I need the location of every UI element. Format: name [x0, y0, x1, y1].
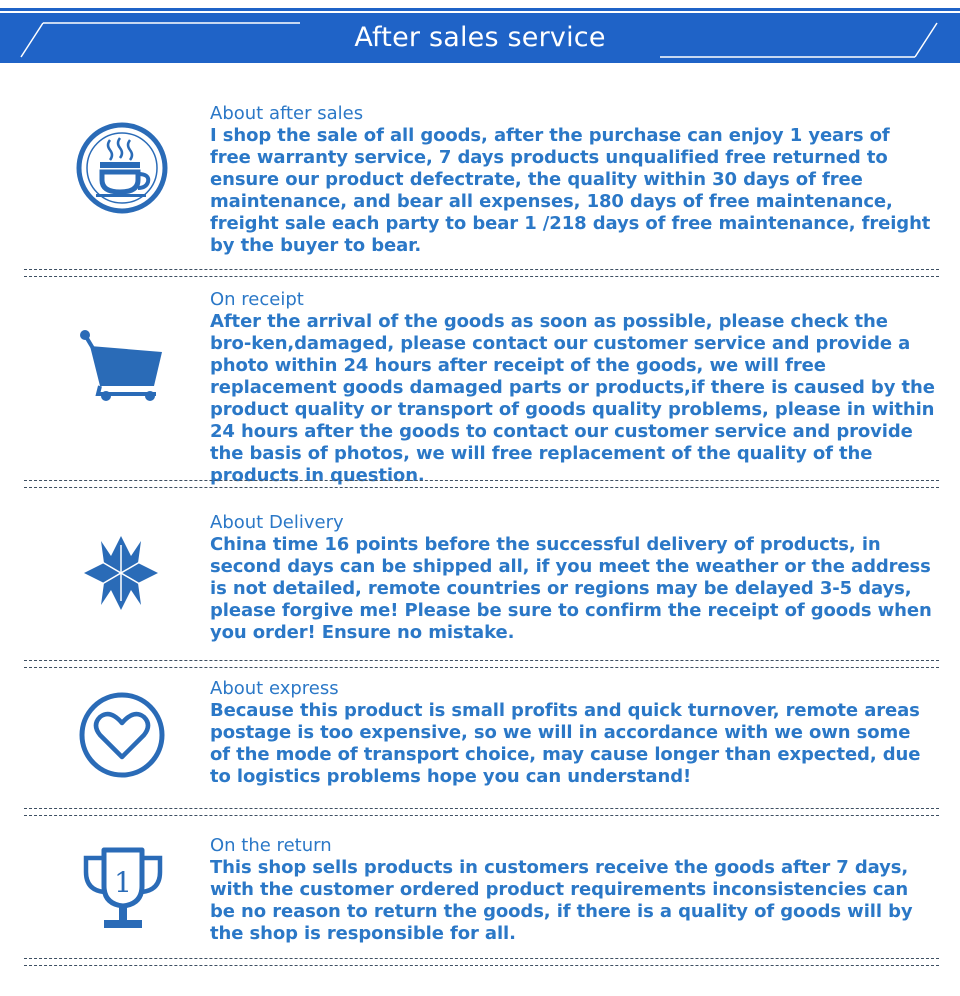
section-text: [210, 835, 935, 945]
section-body: I shop the sale of all goods, after the purchase can enjoy 1 years of free warranty service, 7 days products unqualified free returned to ensure our product defectrate, the quality within 30 days of free maintenance, and bear all expenses, 180 days of free maintenance, freight sale each party to bear 1 /218 days of free maintenance, freight by the buyer to bear.: [210, 125, 931, 256]
section-divider: [24, 808, 939, 816]
section-text: [210, 289, 935, 487]
section-divider: [24, 660, 939, 668]
shopping-cart-icon: [78, 330, 168, 410]
section-body: This shop sells products in customers receive the goods after 7 days, with the customer ordered product requirements inconsistencies can be no reason to return the goods, if there is a quality of goods will by the shop is responsible for all.: [210, 857, 913, 944]
section-body: After the arrival of the goods as soon as possible, please check the bro-ken,damaged, please contact our customer service and provide a photo within 24 hours after receipt of the goods, we will free replacement goods damaged parts or products,if there is caused by the product quality or transport of goods quality problems, please in within 24 hours after the goods to contact our customer service and provide the basis of photos, we will free replacement of the quality of the products in question.: [210, 311, 935, 486]
section-title: On the return: [210, 835, 332, 856]
page-title: After sales service: [354, 22, 606, 53]
section-body: China time 16 points before the successful delivery of products, in second days can be shipped all, if you meet the weather or the address is not detailed, remote countries or regions may be delayed 3-5 days, please forgive me! Please be sure to confirm the receipt of goods when you order! Ensure no mistake.: [210, 534, 932, 643]
section-divider: [24, 480, 939, 488]
section-title: About after sales: [210, 103, 364, 124]
heart-icon: [78, 691, 166, 783]
coffee-cup-icon: [74, 120, 170, 220]
trophy-icon: [78, 846, 168, 938]
section-divider: [24, 269, 939, 277]
trophy-number: 1: [114, 866, 132, 899]
section-text: [210, 678, 935, 788]
section-text: [210, 103, 935, 257]
header-top-line: [0, 8, 960, 11]
snowflake-icon: [82, 533, 160, 617]
section-title: About Delivery: [210, 512, 344, 533]
section-divider: [24, 958, 939, 966]
section-body: Because this product is small profits and quick turnover, remote areas postage is too expensive, so we will in accordance with we own some of the mode of transport choice, may cause longer than expected, due to logistics problems hope you can understand!: [210, 700, 921, 787]
header-banner: [0, 13, 960, 63]
section-title: On receipt: [210, 289, 304, 310]
section-title: About express: [210, 678, 339, 699]
section-text: [210, 512, 935, 644]
